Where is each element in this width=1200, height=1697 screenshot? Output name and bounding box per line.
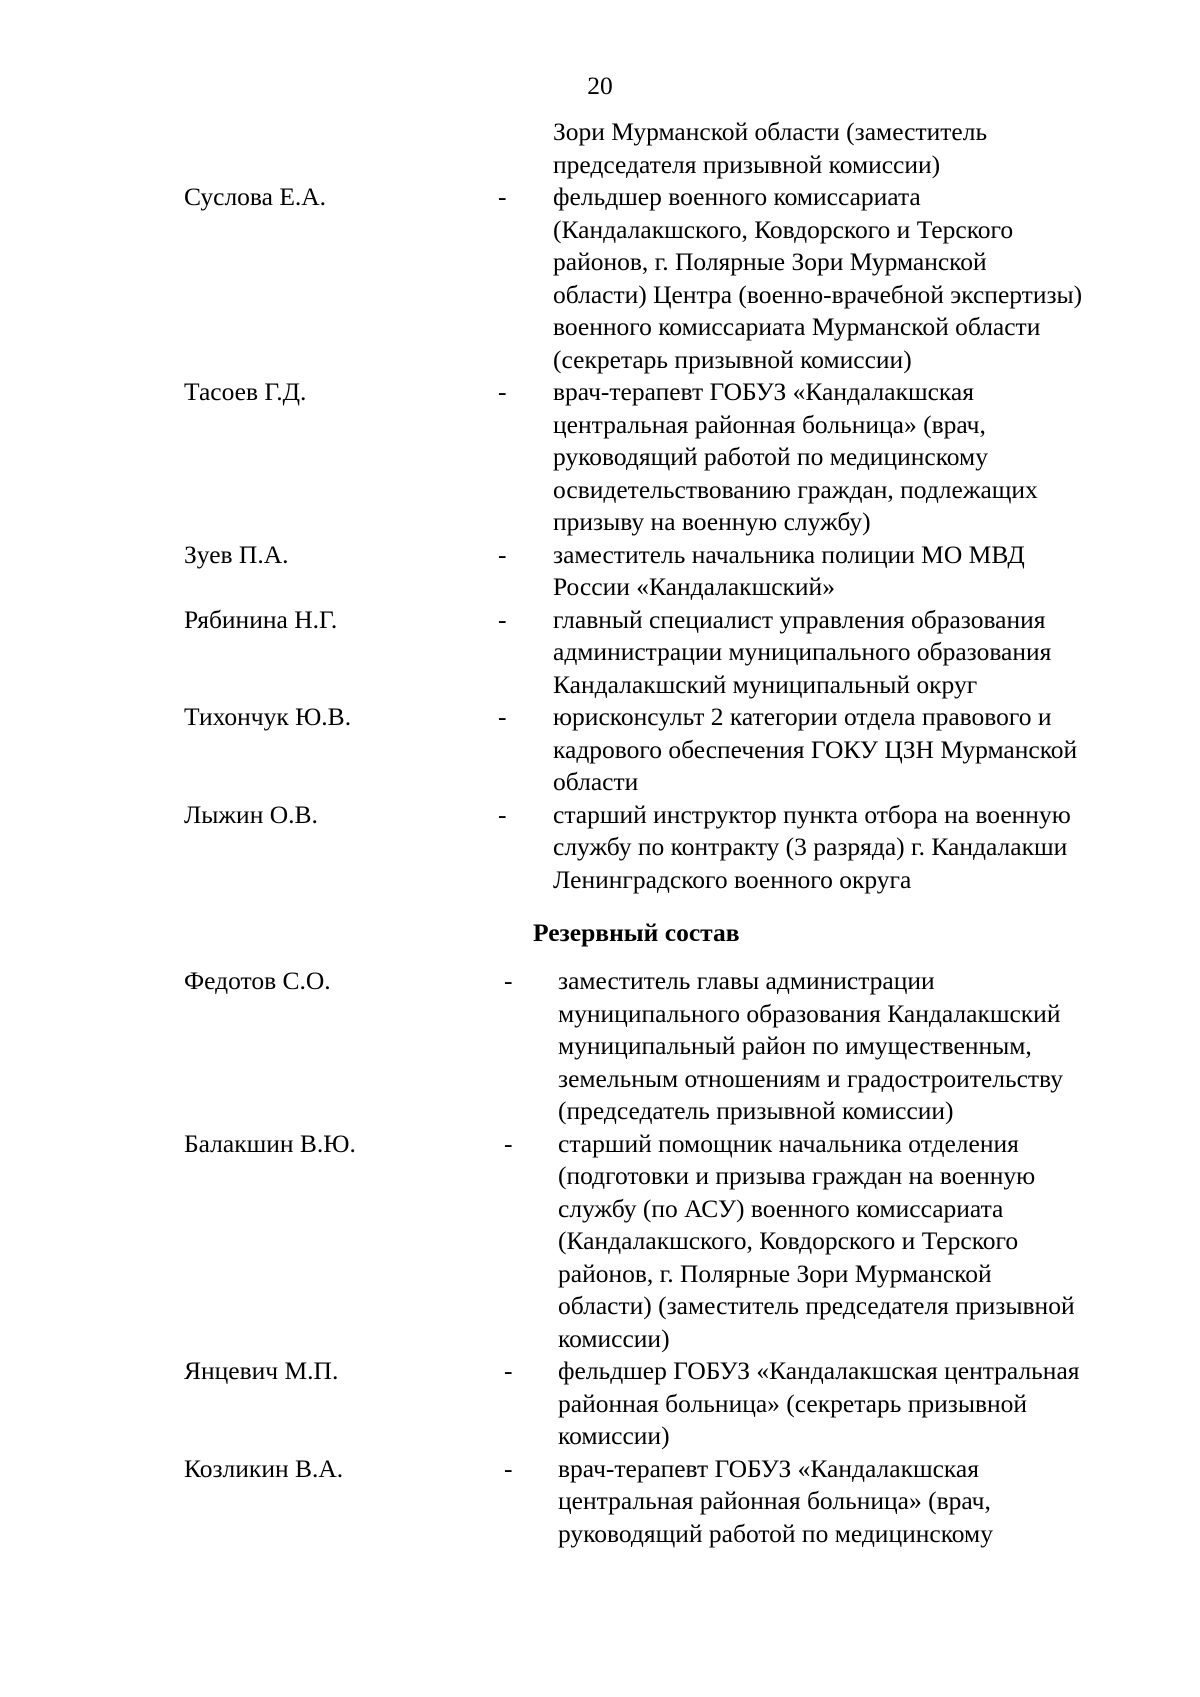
description-line: врач-терапевт ГОБУЗ «Кандалакшская [553,377,974,406]
member-description [553,701,1077,799]
description-line: комиссии) [558,1323,670,1353]
member-description [558,1453,993,1551]
member-entry [0,539,1200,604]
description-line: (секретарь призывной комиссии) [553,344,912,374]
member-description [558,965,1063,1128]
member-name: Федотов С.О. [184,966,331,995]
member-entry [0,604,1200,702]
member-entry [0,701,1200,799]
continuation-entry [0,116,1200,181]
description-line: области) Центра (военно-врачебной экспертизы) [553,279,1083,309]
member-entry [0,1453,1200,1551]
description-line: Кандалакшский муниципальный округ [553,669,978,699]
description-line: (председатель призывной комиссии) [558,1096,954,1125]
description-line: заместитель главы администрации [558,966,935,995]
separator-dash: - [504,1356,513,1385]
description-line: службу (по АСУ) военного комиссариата [558,1193,1004,1223]
member-description [553,539,1025,604]
reserve-members-section [0,965,1200,1550]
main-members-section [0,116,1200,896]
description-line: (подготовки и призыва граждан на военную [558,1161,1036,1190]
member-entry [0,799,1200,897]
member-entry [0,1128,1200,1356]
member-description [553,799,1071,897]
description-line: фельдшер ГОБУЗ «Кандалакшская центральная [558,1356,1080,1385]
description-line: муниципального образования Кандалакшский [558,998,1061,1028]
description-line: руководящий работой по медицинскому [558,1518,993,1548]
member-name: Рябинина Н.Г. [184,604,338,634]
description-line: призыву на военную службу) [553,507,871,536]
description-line: военного комиссариата Мурманской области [553,312,1041,341]
description-line: муниципальный район по имущественным, [558,1031,1032,1060]
description-line: области [553,767,639,796]
member-entry [0,181,1200,376]
description-line: Ленинградского военного округа [553,864,912,894]
separator-dash: - [498,799,507,829]
separator-dash: - [498,377,507,406]
member-name: Козликин В.А. [184,1453,344,1483]
member-description [558,1128,1075,1356]
description-line: центральная районная больница» (врач, [553,409,986,439]
member-description [553,376,1038,539]
separator-dash: - [504,1128,513,1158]
description-line: районов, г. Полярные Зори Мурманской [558,1258,992,1288]
separator-dash: - [498,702,507,731]
description-line: (Кандалакшского, Ковдорского и Терского [558,1226,1019,1255]
description-line: области) (заместитель председателя призывной [558,1291,1075,1320]
description-line: службу по контракту (3 разряда) г. Кандалакши [553,832,1068,861]
member-entry [0,376,1200,539]
reserve-section-heading: Резервный состав [533,918,740,947]
separator-dash: - [498,182,507,211]
description-line: освидетельствованию граждан, подлежащих [553,474,1038,504]
description-line: руководящий работой по медицинскому [553,442,988,471]
member-name: Тихончук Ю.В. [184,702,352,731]
description-line: главный специалист управления образования [553,604,1046,634]
description-line: врач-терапевт ГОБУЗ «Кандалакшская [558,1453,979,1483]
member-entry [0,965,1200,1128]
member-name: Зуев П.А. [184,539,289,569]
member-entry [0,1355,1200,1453]
description-line: комиссии) [558,1421,670,1450]
member-name: Суслова Е.А. [184,182,327,211]
description-line: земельным отношениям и градостроительству [558,1063,1063,1093]
member-description [558,1355,1080,1453]
description-line: кадрового обеспечения ГОКУ ЦЗН Мурманской [553,734,1078,764]
description-line: старший инструктор пункта отбора на военную [553,799,1071,829]
separator-dash: - [498,604,507,634]
description-line: Зори Мурманской области (заместитель [553,117,988,146]
member-description [553,604,1051,702]
page-number: 20 [587,71,613,100]
description-line: России «Кандалакшский» [553,572,835,601]
separator-dash: - [504,1453,513,1483]
description-line: старший помощник начальника отделения [558,1128,1019,1158]
description-line: администрации муниципального образования [553,637,1052,666]
description-line: председателя призывной комиссии) [553,149,941,179]
description-line: фельдшер военного комиссариата [553,182,921,211]
member-name: Балакшин В.Ю. [184,1128,356,1158]
description-line: районов, г. Полярные Зори Мурманской [553,247,987,276]
description-line: юрисконсульт 2 категории отдела правового и [553,702,1052,731]
member-description [553,181,1082,376]
description-line: (Кандалакшского, Ковдорского и Терского [553,214,1014,244]
member-name: Тасоев Г.Д. [184,377,307,406]
separator-dash: - [504,966,513,995]
member-name: Янцевич М.П. [184,1356,339,1385]
member-name: Лыжин О.В. [184,799,318,829]
continuation-text [553,116,987,181]
description-line: заместитель начальника полиции МО МВД [553,539,1025,569]
description-line: районная больница» (секретарь призывной [558,1388,1028,1418]
description-line: центральная районная больница» (врач, [558,1486,991,1515]
separator-dash: - [498,539,507,569]
